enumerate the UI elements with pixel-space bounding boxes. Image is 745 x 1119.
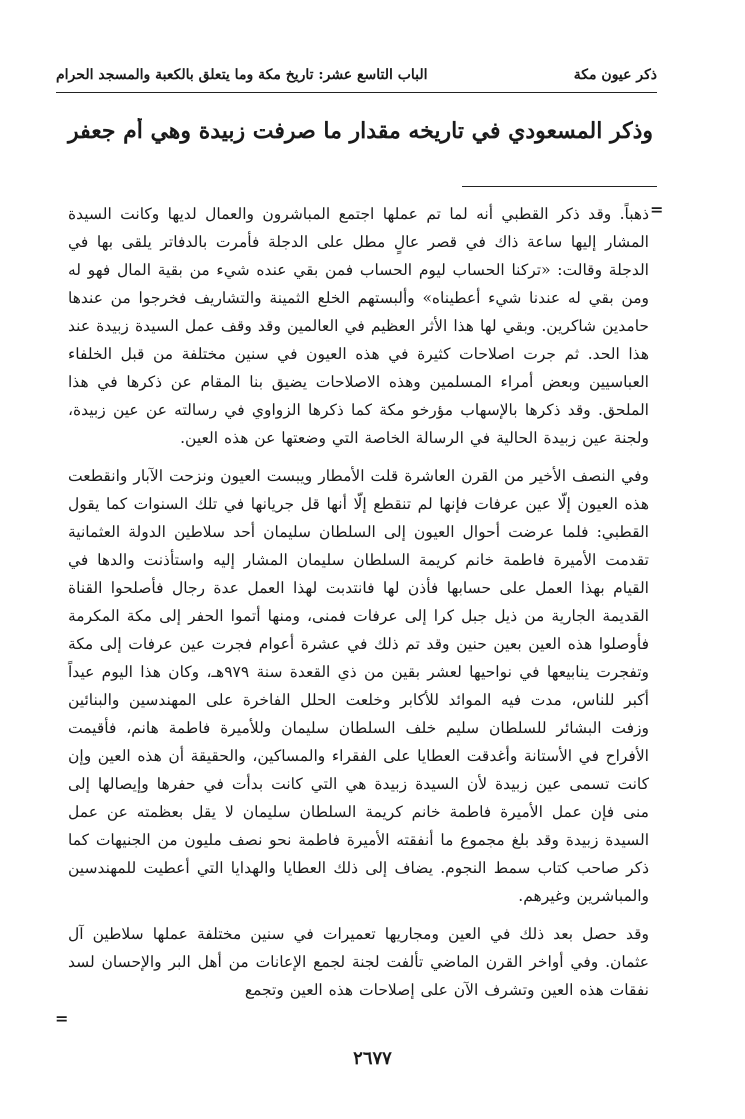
header-rule	[56, 92, 657, 93]
continuation-mark-top: =	[650, 200, 664, 219]
paragraph-3: وقد حصل بعد ذلك في العين ومجاريها تعميرات في سنين مختلفة عملها سلاطين آل عثمان. وفي أواخر القرن الماضي تألفت لجنة لجمع الإعانات من أهل البر والإحسان لسد نفقات هذه العين وتشرف الآن على إصلاحات هذه العين وتجمع	[68, 925, 649, 999]
running-header-book-title: ذكر عيون مكة	[573, 67, 657, 83]
continuation-mark-bottom: =	[55, 1009, 69, 1028]
separator-rule	[462, 186, 657, 187]
section-heading: وذكر المسعودي في تاريخه مقدار ما صرفت زبيدة وهي أم جعفر	[67, 118, 653, 144]
paragraph-2: وفي النصف الأخير من القرن العاشرة قلت الأمطار ويبست العيون ونزحت الآبار وانقطعت هذه العيون إلّا عين عرفات فإنها لم تنقطع إلّا أنها قل جريانها في تلك السنوات كما يقول القطبي: فلما عرضت أحوال العيون إلى السلطان سليمان أحد سلاطين الدولة العثمانية تقدمت الأميرة فاطمة خانم كريمة السلطان سليمان المشار إليه واستأذنت والدها في القيام بهذا العمل على حسابها فأذن لها فانتدبت لهذا العمل عدة رجال فأصلحوا القناة القديمة الجارية من ذيل جبل كرا إلى عرفات فمنى، ومنها أتموا الحفر إلى مكة المكرمة فأوصلوا هذه العين بعين حنين وقد تم ذلك في عشرة أعوام فجرت عين عرفات إلى مكة وتفجرت ينابيعها في نواحيها لعشر بقين من ذي القعدة سنة ٩٧٩هـ، وكان هذا اليوم عيداً أكبر للناس، مدت فيه الموائد للأكابر وخلعت الحلل الفاخرة على المهندسين والبنائين وزفت البشائر للسلطان سليم خلف السلطان سليمان وللأميرة فاطمة هانم، فأقيمت الأفراح في الأستانة وأغدقت العطايا على الفقراء والمساكين، والحقيقة أن هذه العين وإن كانت تسمى عين زبيدة لأن السيدة زبيدة هي التي كانت بدأت في حفرها وإيصالها إلى منى فإن عمل الأميرة فاطمة خانم كريمة السلطان سليمان لا يقل بعظمته عن عمل السيدة زبيدة وقد بلغ مجموع ما أنفقته الأميرة فاطمة نحو نصف مليون من الجنيهات كما ذكر صاحب كتاب سمط النجوم. يضاف إلى ذلك العطايا والهدايا التي أعطيت للمهندسين والمباشرين وغيرهم.	[68, 467, 649, 905]
page-number: ٢٦٧٧	[353, 1048, 392, 1069]
paragraph-1: ذهباً. وقد ذكر القطبي أنه لما تم عملها اجتمع المباشرون والعمال لديها وكانت السيدة المشار إليها ساعة ذاك في قصر عالٍ مطل على الدجلة فأمرت بالدفاتر يلقى بها في الدجلة وقالت: «تركنا الحساب ليوم الحساب فمن بقي عنده شيء من بقية المال فهو له ومن بقي له عندنا شيء أعطيناه» وألبستهم الخلع الثمينة والتشاريف فخرجوا من عندها حامدين شاكرين. وبقي لها هذا الأثر العظيم في العالمين وقد وقف عمل السيدة زبيدة عند هذا الحد. ثم جرت اصلاحات كثيرة في هذه العيون في سنين مختلفة من قبل الخلفاء العباسيين وبعض أمراء المسلمين وهذه الاصلاحات يضيق بنا المقام عن ذكرها في هذا الملحق. وقد ذكرها بالإسهاب مؤرخو مكة كما ذكرها الزواوي في رسالته عن عين زبيدة، ولجنة عين زبيدة الحالية في الرسالة الخاصة التي وضعتها عن هذه العين.	[68, 205, 649, 447]
body-text	[68, 200, 649, 1014]
running-header	[56, 64, 657, 86]
running-header-chapter-title: الباب التاسع عشر: تاريخ مكة وما يتعلق بالكعبة والمسجد الحرام	[56, 67, 428, 83]
